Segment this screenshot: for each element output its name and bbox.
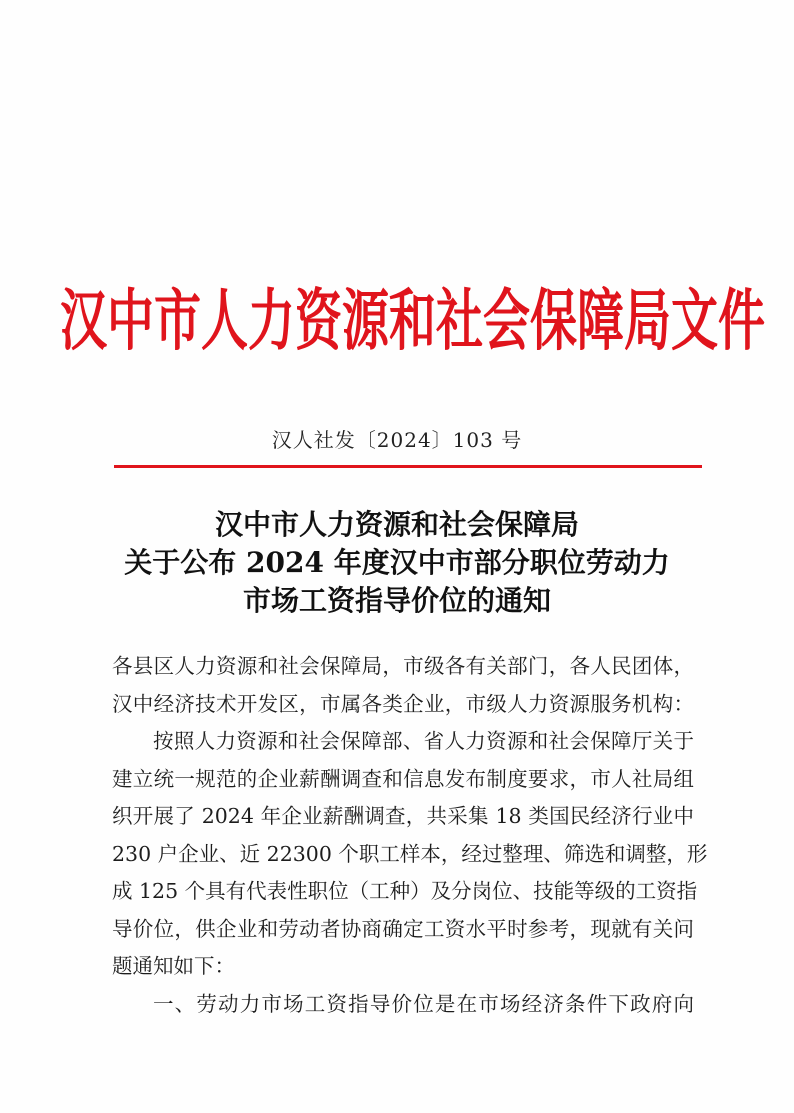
body-line-7: 成 125 个具有代表性职位（工种）及分岗位、技能等级的工资指 bbox=[112, 879, 698, 903]
body-line-10: 一、劳动力市场工资指导价位是在市场经济条件下政府向 bbox=[153, 991, 694, 1016]
document-number: 汉人社发〔2024〕103 号 bbox=[271, 428, 523, 452]
body-line-3: 按照人力资源和社会保障部、省人力资源和社会保障厅关于 bbox=[153, 729, 694, 753]
body-line-1: 各县区人力资源和社会保障局，市级各有关部门，各人民团体， bbox=[112, 654, 694, 678]
body-line-8: 导价位，供企业和劳动者协商确定工资水平时参考，现就有关问 bbox=[112, 916, 694, 941]
masthead-title: 汉中市人力资源和社会保障局文件 bbox=[60, 282, 765, 361]
notice-title bbox=[0, 506, 794, 620]
body-text bbox=[112, 648, 708, 1023]
body-line-2: 汉中经济技术开发区，市属各类企业，市级人力资源服务机构： bbox=[112, 691, 694, 716]
body-line-9: 题通知如下： bbox=[112, 954, 235, 978]
body-line-5: 织开展了 2024 年企业薪酬调查，共采集 18 类国民经济行业中 bbox=[112, 804, 694, 828]
notice-title-line-2: 关于公布 2024 年度汉中市部分职位劳动力 bbox=[124, 546, 670, 579]
body-line-4: 建立统一规范的企业薪酬调查和信息发布制度要求，市人社局组 bbox=[112, 766, 694, 791]
notice-title-line-1: 汉中市人力资源和社会保障局 bbox=[214, 508, 579, 541]
red-separator-line bbox=[114, 465, 702, 468]
notice-title-line-3: 市场工资指导价位的通知 bbox=[242, 584, 551, 617]
body-line-6: 230 户企业、近 22300 个职工样本，经过整理、筛选和调整，形 bbox=[112, 841, 708, 866]
